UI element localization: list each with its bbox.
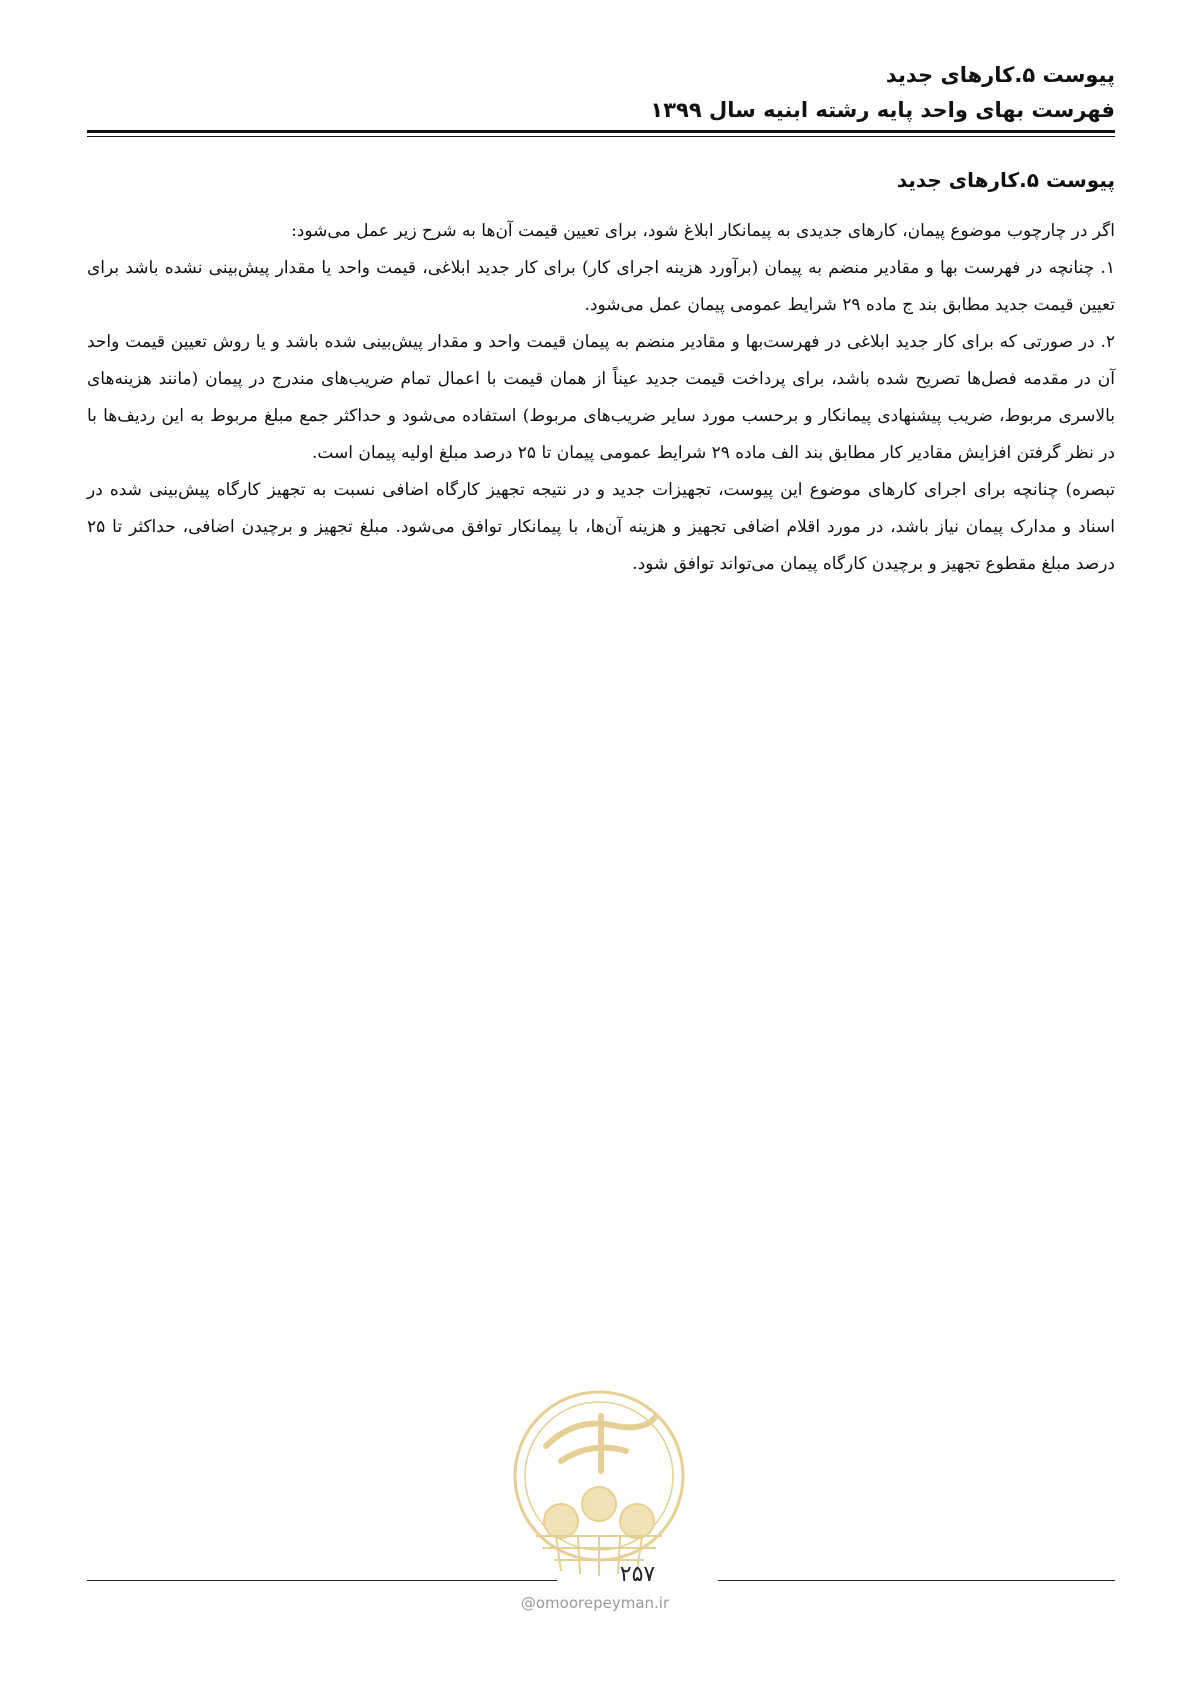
clause-2-paragraph: ۲. در صورتی که برای کار جدید ابلاغی در فهرست‌بها و مقادیر منضم به پیمان قیمت واحد و مقدار پیش‌بینی شده باشد و یا روش تعیین قیمت واحد آن در مقدمه فصل‌ها تصریح شده باشد، برای پرداخت قیمت جدید عیناً از همان قیمت با اعمال تمام ضریب‌های مندرج در پیمان (مانند هزینه‌های بالاسری مربوط، ضریب پیشنهادی پیمانکار و برحسب مورد سایر ضریب‌های مربوط) استفاده می‌شود و حداکثر جمع مبلغ مربوط به این ردیف‌ها با در نظر گرفتن افزایش مقادیر کار مطابق بند الف ماده ۲۹ شرایط عمومی پیمان تا ۲۵ درصد مبلغ اولیه پیمان است. bbox=[87, 332, 1115, 463]
footer-rule-left bbox=[87, 1580, 557, 1581]
logo-seal-icon bbox=[506, 1376, 692, 1586]
main-content bbox=[87, 165, 1115, 583]
intro-paragraph: اگر در چارچوب موضوع پیمان، کارهای جدیدی به پیمانکار ابلاغ شود، برای تعیین قیمت آن‌ها به شرح زیر عمل می‌شود: bbox=[291, 221, 1115, 241]
section-title: پیوست ۵.کارهای جدید bbox=[896, 168, 1115, 192]
header-appendix-title: پیوست ۵.کارهای جدید bbox=[885, 63, 1115, 87]
running-header bbox=[87, 58, 1115, 128]
footer-rule-right bbox=[718, 1580, 1115, 1581]
omoorepeyman-logo-watermark bbox=[506, 1376, 692, 1586]
header-price-list-title: فهرست بهای واحد پایه رشته ابنیه سال ۱۳۹۹ bbox=[650, 98, 1115, 122]
clause-1-paragraph: ۱. چنانچه در فهرست بها و مقادیر منضم به پیمان (برآورد هزینه اجرای کار) برای کار جدید ابلاغی، قیمت واحد یا مقدار پیش‌بینی نشده باشد برای تعیین قیمت جدید مطابق بند ج ماده ۲۹ شرایط عمومی پیمان عمل می‌شود. bbox=[87, 258, 1115, 315]
page-number: ۲۵۷ bbox=[619, 1562, 656, 1587]
header-rule-thin bbox=[87, 136, 1115, 137]
header-rule-thick bbox=[87, 130, 1115, 133]
note-paragraph: تبصره) چنانچه برای اجرای کارهای موضوع این پیوست، تجهیزات جدید و در نتیجه تجهیز کارگاه اضافی نسبت به تجهیز کارگاه پیش‌بینی شده در اسناد و مدارک پیمان نیاز باشد، در مورد اقلام اضافی تجهیز و هزینه آن‌ها، با پیمانکار توافق می‌شود. مبلغ تجهیز و برچیدن اضافی، حداکثر تا ۲۵ درصد مبلغ مقطوع تجهیز و برچیدن کارگاه پیمان می‌تواند توافق شود. bbox=[87, 480, 1115, 574]
website-watermark: @omoorepeyman.ir bbox=[520, 1594, 670, 1612]
